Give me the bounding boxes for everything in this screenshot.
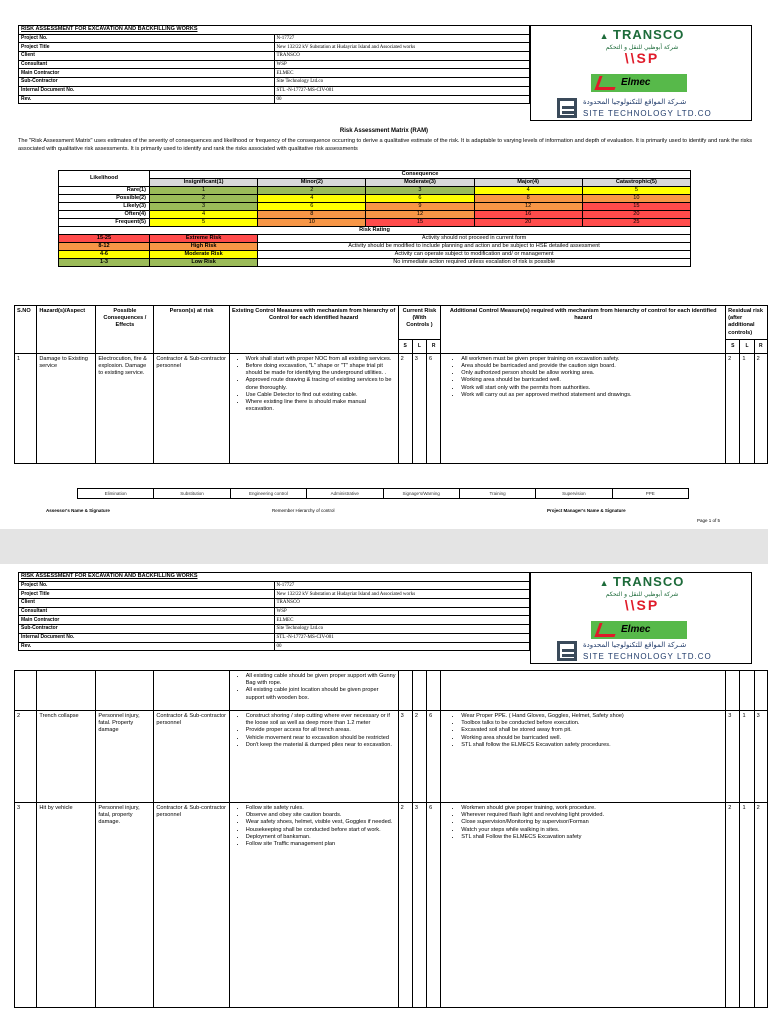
current-risk-value: 3 bbox=[412, 803, 426, 1008]
header-row bbox=[19, 642, 530, 651]
rating-action: No immediate action required unless escalation of risk is possible bbox=[258, 259, 691, 267]
transco-logo: ▲ TRANSCO شركة أبوظبي للنقل و التحكم bbox=[599, 27, 685, 51]
residual-risk-value: 1 bbox=[740, 711, 754, 803]
risk-row bbox=[15, 711, 768, 803]
header-value: WSP bbox=[274, 607, 530, 616]
control-item: • All existing cable should be given proper support with Gunny Bag with rope. bbox=[246, 673, 396, 687]
existing-controls-list bbox=[232, 713, 396, 749]
ram-cell: 5 bbox=[150, 219, 258, 227]
control-item: • Work will carry out as per approved method statement and drawings. bbox=[461, 392, 723, 399]
risk-persons: Contractor & Sub-contractor personnel bbox=[154, 711, 229, 803]
consequence-level: Insignificant(1) bbox=[150, 179, 258, 187]
residual-risk-value bbox=[754, 671, 767, 711]
residual-risk-value: 2 bbox=[754, 803, 767, 1008]
control-item: • Workmen should give proper training, work procedure. bbox=[461, 805, 723, 812]
control-item: • Working area should be barricaded well. bbox=[461, 377, 723, 384]
control-item: • Deployment of banksman. bbox=[246, 834, 396, 841]
risk-sno: 2 bbox=[15, 711, 37, 803]
header-value: TRANSCO bbox=[274, 599, 530, 608]
document-header-table bbox=[18, 25, 530, 104]
additional-controls bbox=[441, 353, 726, 463]
header-value: Site Technology Ltd.co bbox=[274, 78, 530, 87]
header-value: Site Technology Ltd.co bbox=[274, 625, 530, 634]
control-item: • Observe and obey site caution boards. bbox=[246, 812, 396, 819]
rating-level: Moderate Risk bbox=[150, 251, 258, 259]
hierarchy-step: PPE bbox=[612, 489, 688, 499]
risk-sno bbox=[15, 671, 37, 711]
header-row bbox=[19, 78, 530, 87]
hierarchy-step: Engineering control bbox=[230, 489, 306, 499]
control-item: • All workmen must be given proper training on excavation safety. bbox=[461, 356, 723, 363]
slr-header: R bbox=[427, 339, 441, 353]
ram-cell: 3 bbox=[366, 187, 474, 195]
header-row bbox=[19, 34, 530, 43]
header-label: Project Title bbox=[19, 43, 275, 52]
header-label: Rev. bbox=[19, 95, 275, 104]
ram-cell: 15 bbox=[366, 219, 474, 227]
ram-cell: 6 bbox=[258, 203, 366, 211]
slr-header: L bbox=[740, 339, 754, 353]
rating-level: Extreme Risk bbox=[150, 235, 258, 243]
risk-row bbox=[15, 671, 768, 711]
header-row bbox=[19, 581, 530, 590]
rating-range: 4-6 bbox=[59, 251, 150, 259]
residual-risk-value: 1 bbox=[740, 353, 754, 463]
additional-controls bbox=[441, 671, 726, 711]
elmec-logo: Elmec bbox=[531, 619, 753, 643]
control-item: • Provide proper access for all trench areas. bbox=[246, 727, 396, 734]
rating-action: Activity should be modified to include planning and action and be subject to HSE detailed assessment bbox=[258, 243, 691, 251]
ram-cell: 25 bbox=[582, 219, 690, 227]
header-label: Sub-Contractor bbox=[19, 625, 275, 634]
likelihood-level: Frequent(5) bbox=[59, 219, 150, 227]
additional-controls bbox=[441, 803, 726, 1008]
control-item: • Where existing line there is should make manual excavation. bbox=[246, 399, 396, 413]
control-item: • Vehicle movement near to excavation should be restricted bbox=[246, 735, 396, 742]
ram-likelihood-row bbox=[59, 187, 691, 195]
control-item: • Working area should be barricaded well. bbox=[461, 735, 723, 742]
document-title: RISK ASSESSMENT FOR EXCAVATION AND BACKFILLING WORKS bbox=[19, 26, 530, 35]
slr-header: S bbox=[726, 339, 740, 353]
current-risk-value: 3 bbox=[398, 711, 412, 803]
residual-risk-value: 2 bbox=[754, 353, 767, 463]
hierarchy-step: Administrative bbox=[307, 489, 383, 499]
current-risk-value: 6 bbox=[427, 803, 441, 1008]
consequence-level: Moderate(3) bbox=[366, 179, 474, 187]
risk-rating-row bbox=[59, 235, 691, 243]
control-item: • Follow site safety rules. bbox=[246, 805, 396, 812]
stl-mark-icon bbox=[557, 641, 577, 661]
hierarchy-of-control-bar bbox=[77, 488, 689, 499]
header-row bbox=[19, 616, 530, 625]
header-value: New 132/22 kV Substation at Hudayriat Island and Associated works bbox=[274, 43, 530, 52]
hierarchy-step: Supervision bbox=[536, 489, 612, 499]
rating-range: 8-12 bbox=[59, 243, 150, 251]
control-item: • Wear Proper PPE. ( Hand Gloves, Goggles, Helmet, Safety shoe) bbox=[461, 713, 723, 720]
ram-cell: 2 bbox=[258, 187, 366, 195]
ram-cell: 8 bbox=[258, 211, 366, 219]
existing-controls-list bbox=[232, 805, 396, 848]
additional-controls-list bbox=[447, 805, 723, 841]
register-header-existing: Existing Control Measures with mechanism from hierarchy of Control for each identified hazard bbox=[229, 306, 398, 354]
logo-panel bbox=[530, 25, 752, 121]
residual-risk-value bbox=[740, 671, 754, 711]
ram-cell: 4 bbox=[474, 187, 582, 195]
ram-cell: 2 bbox=[150, 195, 258, 203]
logo-panel-2 bbox=[530, 572, 752, 664]
page-2 bbox=[0, 530, 768, 1024]
header-value: N-17727 bbox=[274, 34, 530, 43]
header-row bbox=[19, 633, 530, 642]
control-item: • Close supervision/Monitoring by supervisor/Forman bbox=[461, 819, 723, 826]
existing-controls bbox=[229, 353, 398, 463]
transco-logo: ▲ TRANSCO شركة أبوظبي للنقل و التحكم bbox=[599, 574, 685, 598]
header-label: Consultant bbox=[19, 60, 275, 69]
wsp-logo: \\SP bbox=[624, 597, 660, 613]
risk-hazard bbox=[37, 671, 96, 711]
existing-controls bbox=[229, 671, 398, 711]
stl-logo: شـركة المواقع للتكنولوجيا المحدودة SITE TECHNOLOGY LTD.CO bbox=[531, 96, 753, 122]
rating-range: 15-25 bbox=[59, 235, 150, 243]
risk-hazard: Hit by vehicle bbox=[37, 803, 96, 1008]
risk-consequences: Electrocution, fire & explosion. Damage to existing service. bbox=[96, 353, 154, 463]
risk-rating-header: Risk Rating bbox=[59, 227, 691, 235]
document-header-table-2 bbox=[18, 572, 530, 651]
control-item: • Don't keep the material & dumped piles near to excavation. bbox=[246, 742, 396, 749]
consequence-header: Consequence bbox=[150, 171, 691, 179]
ram-cell: 4 bbox=[258, 195, 366, 203]
header-label: Sub-Contractor bbox=[19, 78, 275, 87]
likelihood-level: Possible(2) bbox=[59, 195, 150, 203]
header-label: Consultant bbox=[19, 607, 275, 616]
hierarchy-reminder: Remember Hierarchy of control bbox=[272, 508, 335, 513]
ram-cell: 10 bbox=[582, 195, 690, 203]
header-value: 00 bbox=[274, 642, 530, 651]
risk-persons: Contractor & Sub-contractor personnel bbox=[154, 353, 229, 463]
ram-cell: 20 bbox=[474, 219, 582, 227]
consequence-level: Major(4) bbox=[474, 179, 582, 187]
wsp-logo: \\SP bbox=[624, 50, 660, 66]
rating-action: Activity should not proceed in current form bbox=[258, 235, 691, 243]
header-label: Project No. bbox=[19, 34, 275, 43]
header-label: Project Title bbox=[19, 590, 275, 599]
ram-cell: 3 bbox=[150, 203, 258, 211]
hierarchy-step: Substitution bbox=[154, 489, 230, 499]
control-item: • All existing cable joint location should be given proper support with wooden box. bbox=[246, 687, 396, 701]
ram-consequence-row bbox=[59, 179, 691, 187]
rating-action: Activity can operate subject to modification and/ or management bbox=[258, 251, 691, 259]
risk-row bbox=[15, 803, 768, 1008]
header-label: Project No. bbox=[19, 581, 275, 590]
hierarchy-step: Signage's/Warning bbox=[383, 489, 459, 499]
current-risk-value: 2 bbox=[398, 803, 412, 1008]
ram-likelihood-row bbox=[59, 211, 691, 219]
risk-sno: 1 bbox=[15, 353, 37, 463]
risk-hazard: Trench collapse bbox=[37, 711, 96, 803]
control-item: • Excavated soil shall be stored away from pit. bbox=[461, 727, 723, 734]
register-header-consequences: Possible Consequences / Effects bbox=[96, 306, 154, 354]
header-value: ELMEC bbox=[274, 69, 530, 78]
additional-controls-list bbox=[447, 356, 723, 399]
risk-rating-row bbox=[59, 259, 691, 267]
residual-risk-value: 2 bbox=[726, 353, 740, 463]
assessor-signature: Assessor's Name & Signature bbox=[46, 508, 110, 513]
header-value: 00 bbox=[274, 95, 530, 104]
ram-description: The "Risk Assessment Matrix" uses estimates of the severity of consequences and likelihood or frequency of the consequence occurring to derive a qualitative estimate of the risk. It is adaptable to varying levels of information and depth of evaluation. It is primarily used to identify and rank the risks associated with qualitative risk assessments. It is primarily used to identify and rank the risks associated with qualitative risk assessments bbox=[18, 138, 753, 152]
header-row bbox=[19, 95, 530, 104]
header-row bbox=[19, 625, 530, 634]
manager-signature: Project Manager's Name & Signature bbox=[547, 508, 626, 513]
page-number: Page 1 of 5 bbox=[697, 518, 721, 523]
likelihood-header: Likelihood bbox=[59, 171, 150, 187]
current-risk-value: 6 bbox=[427, 711, 441, 803]
control-item: • Wear safety shoes, helmet, visible vest, Goggles if needed. bbox=[246, 819, 396, 826]
control-item: • Housekeeping shall be conducted before start of work. bbox=[246, 827, 396, 834]
ram-cell: 9 bbox=[366, 203, 474, 211]
existing-controls bbox=[229, 803, 398, 1008]
header-title-row bbox=[19, 573, 530, 582]
register-header-row bbox=[15, 306, 768, 340]
existing-controls bbox=[229, 711, 398, 803]
ram-cell: 15 bbox=[582, 203, 690, 211]
header-value: New 132/22 kV Substation at Hudayriat Island and Associated works bbox=[274, 590, 530, 599]
ram-cell: 12 bbox=[474, 203, 582, 211]
header-value: ELMEC bbox=[274, 616, 530, 625]
risk-register-page-1 bbox=[14, 305, 768, 464]
control-item: • Watch your steps while walking in sites. bbox=[461, 827, 723, 834]
control-item: • Wherever required flash light and revolving light provided. bbox=[461, 812, 723, 819]
header-label: Internal Document No. bbox=[19, 86, 275, 95]
control-item: • Work shall start with proper NOC from all existing services. bbox=[246, 356, 396, 363]
ram-title: Risk Assessment Matrix (RAM) bbox=[339, 128, 429, 134]
control-item: • Follow site Traffic management plan bbox=[246, 841, 396, 848]
register-header-current: Current Risk (With Controls ) bbox=[398, 306, 441, 340]
header-label: Client bbox=[19, 599, 275, 608]
register-header-hazard: Hazard(s)/Aspect bbox=[37, 306, 96, 354]
control-item: • STL shall follow the ELMECS Excavation safety procedures. bbox=[461, 742, 723, 749]
header-value: N-17727 bbox=[274, 581, 530, 590]
register-header-residual: Residual risk (after additional controls) bbox=[726, 306, 768, 340]
rating-range: 1-3 bbox=[59, 259, 150, 267]
rating-level: Low Risk bbox=[150, 259, 258, 267]
hierarchy-step: Elimination bbox=[78, 489, 154, 499]
current-risk-value bbox=[412, 671, 426, 711]
header-label: Client bbox=[19, 52, 275, 61]
hierarchy-step: Training bbox=[459, 489, 535, 499]
stl-logo: شـركة المواقع للتكنولوجيا المحدودة SITE TECHNOLOGY LTD.CO bbox=[531, 639, 753, 665]
residual-risk-value: 3 bbox=[754, 711, 767, 803]
register-header-sno: S.NO bbox=[15, 306, 37, 354]
ram-cell: 4 bbox=[150, 211, 258, 219]
ram-top-header bbox=[59, 171, 691, 179]
ram-cell: 5 bbox=[582, 187, 690, 195]
likelihood-level: Likely(3) bbox=[59, 203, 150, 211]
control-item: • Use Cable Detector to find out existing cable. bbox=[246, 392, 396, 399]
ram-likelihood-row bbox=[59, 195, 691, 203]
ram-cell: 10 bbox=[258, 219, 366, 227]
current-risk-value: 6 bbox=[427, 353, 441, 463]
consequence-level: Minor(2) bbox=[258, 179, 366, 187]
residual-risk-value bbox=[726, 671, 740, 711]
risk-sno: 3 bbox=[15, 803, 37, 1008]
current-risk-value: 2 bbox=[398, 353, 412, 463]
stl-mark-icon bbox=[557, 98, 577, 118]
elmec-logo: Elmec bbox=[531, 72, 753, 96]
control-item: • Construct shoring / step cutting where ever necessary or if the loose soil as well as deep more than 1.2 meter bbox=[246, 713, 396, 727]
consequence-level: Catastrophic(5) bbox=[582, 179, 690, 187]
risk-row bbox=[15, 353, 768, 463]
control-item: • Work will start only with the permits from authorities. bbox=[461, 385, 723, 392]
risk-consequences bbox=[96, 671, 154, 711]
ram-likelihood-row bbox=[59, 203, 691, 211]
header-row bbox=[19, 69, 530, 78]
header-value: WSP bbox=[274, 60, 530, 69]
control-item: • Before doing excavation, "L" shape or "T" shape trial pit should be made for identifying the underground utilities. . bbox=[246, 363, 396, 377]
register-header-additional: Additional Control Measure(s) required with mechanism from hierarchy of control for each identified hazard bbox=[441, 306, 726, 354]
current-risk-value: 3 bbox=[412, 353, 426, 463]
additional-controls-list bbox=[447, 713, 723, 749]
header-row bbox=[19, 52, 530, 61]
register-header-persons: Person(s) at risk bbox=[154, 306, 229, 354]
slr-header: L bbox=[412, 339, 426, 353]
header-value: STL -N-17727-MS-CIV-001 bbox=[274, 86, 530, 95]
risk-consequences: Personnel injury, fatal, property damage. bbox=[96, 803, 154, 1008]
header-value: TRANSCO bbox=[274, 52, 530, 61]
risk-rating-row bbox=[59, 251, 691, 259]
rating-level: High Risk bbox=[150, 243, 258, 251]
document-title: RISK ASSESSMENT FOR EXCAVATION AND BACKFILLING WORKS bbox=[19, 573, 530, 582]
risk-rating-row bbox=[59, 243, 691, 251]
risk-consequences: Personnel injury, fatal. Property damage bbox=[96, 711, 154, 803]
residual-risk-value: 1 bbox=[740, 803, 754, 1008]
header-title-row bbox=[19, 26, 530, 35]
risk-persons bbox=[154, 671, 229, 711]
control-item: • Toolbox talks to be conducted before execution. bbox=[461, 720, 723, 727]
ram-cell: 20 bbox=[582, 211, 690, 219]
risk-persons: Contractor & Sub-contractor personnel bbox=[154, 803, 229, 1008]
header-row bbox=[19, 599, 530, 608]
control-item: • STL shall Follow the ELMECS Excavation safety bbox=[461, 834, 723, 841]
header-row bbox=[19, 607, 530, 616]
current-risk-value: 2 bbox=[412, 711, 426, 803]
additional-controls bbox=[441, 711, 726, 803]
control-item: • Only authorized person should be allow working area. bbox=[461, 370, 723, 377]
header-row bbox=[19, 60, 530, 69]
control-item: • Approved route drawing & tracing of existing services to be done thoroughly. bbox=[246, 377, 396, 391]
ram-cell: 12 bbox=[366, 211, 474, 219]
likelihood-level: Often(4) bbox=[59, 211, 150, 219]
header-row bbox=[19, 43, 530, 52]
slr-header: R bbox=[754, 339, 767, 353]
header-label: Main Contractor bbox=[19, 616, 275, 625]
header-row bbox=[19, 86, 530, 95]
header-value: STL -N-17727-MS-CIV-001 bbox=[274, 633, 530, 642]
slr-header: S bbox=[398, 339, 412, 353]
existing-controls-list bbox=[232, 673, 396, 702]
ram-cell: 6 bbox=[366, 195, 474, 203]
ram-cell: 16 bbox=[474, 211, 582, 219]
header-label: Internal Document No. bbox=[19, 633, 275, 642]
risk-rating-header-row bbox=[59, 227, 691, 235]
current-risk-value bbox=[427, 671, 441, 711]
current-risk-value bbox=[398, 671, 412, 711]
ram-likelihood-row bbox=[59, 219, 691, 227]
control-item: • Area should be barricaded and provide the caution sign board. bbox=[461, 363, 723, 370]
residual-risk-value: 2 bbox=[726, 803, 740, 1008]
header-row bbox=[19, 590, 530, 599]
likelihood-level: Rare(1) bbox=[59, 187, 150, 195]
ram-cell: 8 bbox=[474, 195, 582, 203]
existing-controls-list bbox=[232, 356, 396, 414]
risk-hazard: Damage to Existing service bbox=[37, 353, 96, 463]
risk-assessment-matrix bbox=[58, 170, 691, 267]
header-label: Rev. bbox=[19, 642, 275, 651]
header-label: Main Contractor bbox=[19, 69, 275, 78]
residual-risk-value: 3 bbox=[726, 711, 740, 803]
risk-register-page-2 bbox=[14, 670, 768, 1008]
ram-cell: 1 bbox=[150, 187, 258, 195]
